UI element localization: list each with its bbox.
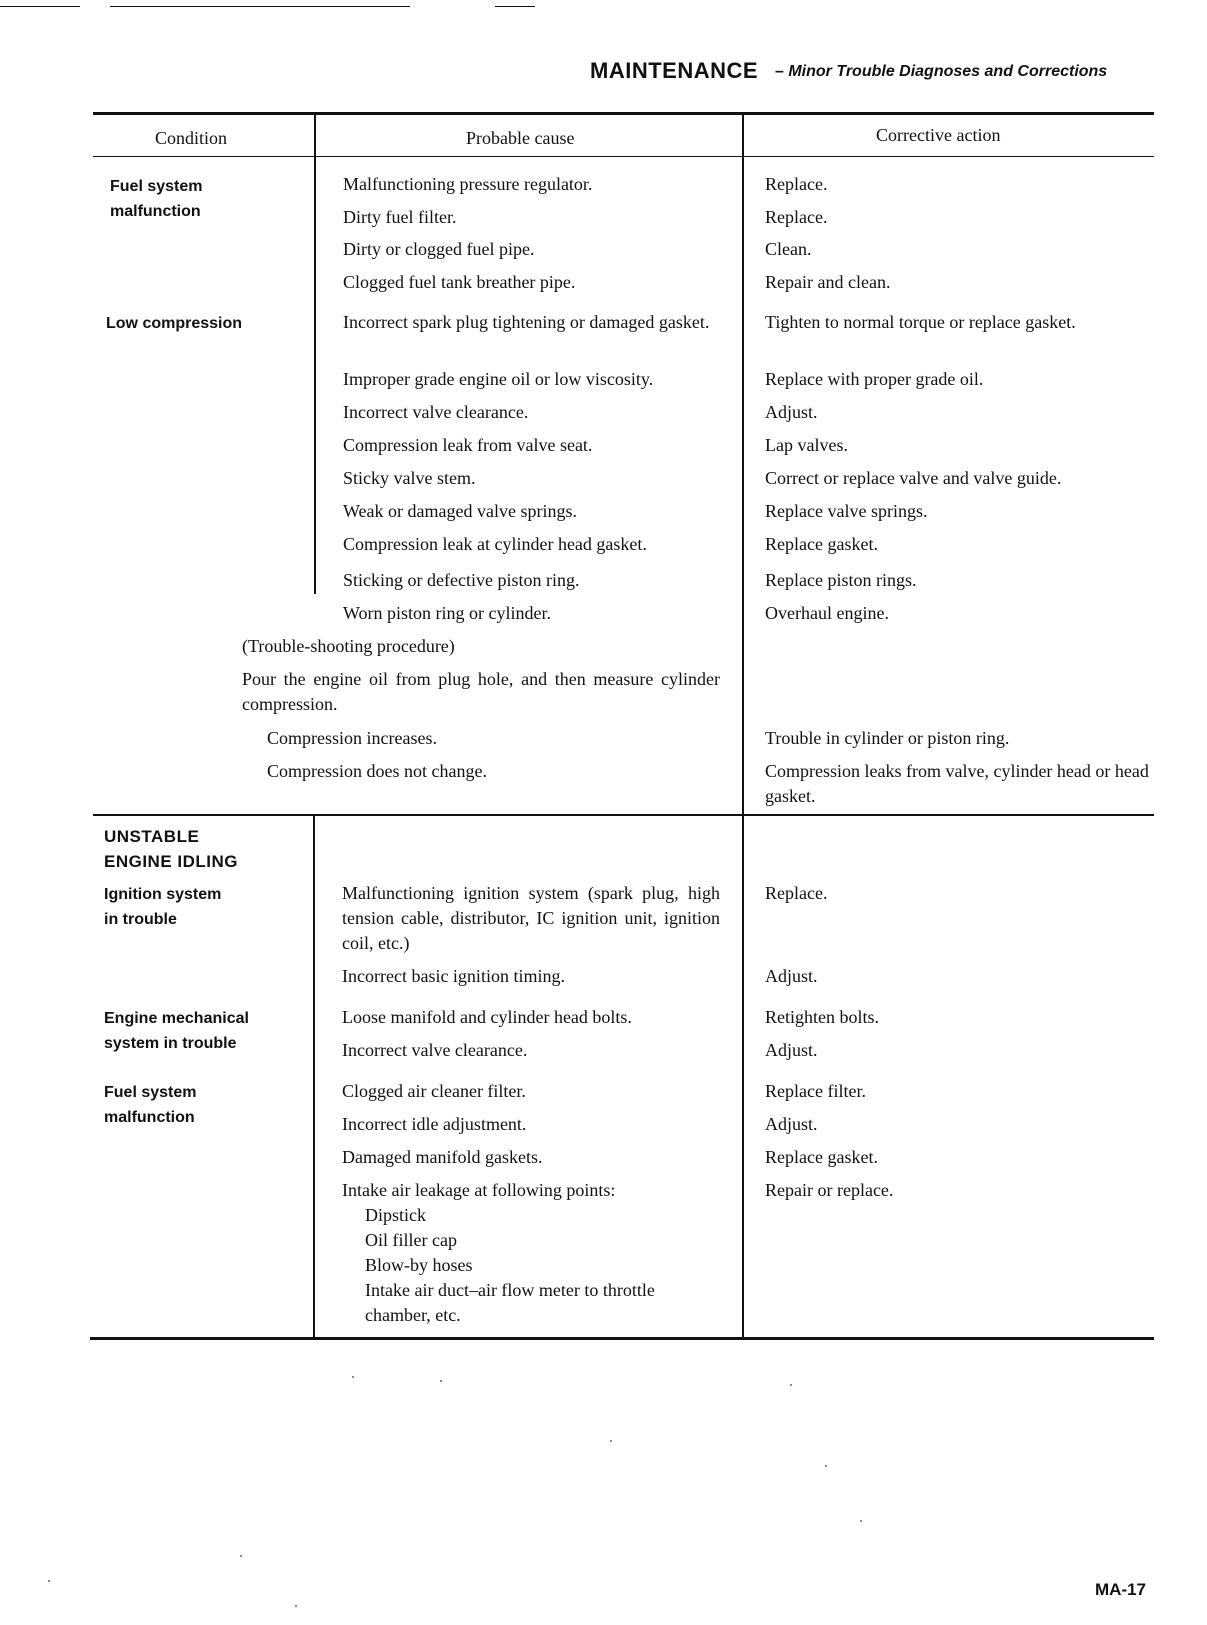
action-row: Tighten to normal torque or replace gasket.	[765, 312, 1076, 332]
cause-row: Clogged fuel tank breather pipe.	[343, 272, 576, 292]
cause-row: Incorrect spark plug tightening or damaged gasket.	[343, 312, 710, 332]
cause-row: Malfunctioning ignition system (spark plug, high tension cable, distributor, IC ignition unit, ignition coil, etc.)	[342, 883, 720, 953]
action-row: Clean.	[765, 239, 812, 259]
action-row: Adjust.	[765, 1040, 818, 1060]
cause-row: Improper grade engine oil or low viscosity.	[343, 369, 654, 389]
condition-engine-mechanical: Engine mechanical system in trouble	[104, 1010, 249, 1052]
section-rule	[93, 814, 1154, 816]
column-header-action: Corrective action	[876, 125, 1001, 145]
scan-speck	[48, 1580, 50, 1582]
action-row: Repair or replace.	[765, 1180, 894, 1200]
cause-row: Intake air leakage at following points:	[342, 1180, 616, 1200]
column-header-cause: Probable cause	[466, 128, 575, 148]
procedure-cause: Compression does not change.	[267, 761, 487, 781]
action-row: Adjust.	[765, 402, 818, 422]
action-row: Correct or replace valve and valve guide.	[765, 468, 1062, 488]
procedure-text: Pour the engine oil from plug hole, and then measure cylinder compression.	[242, 669, 720, 714]
cause-row: Malfunctioning pressure regulator.	[343, 174, 593, 194]
cause-row: Dirty fuel filter.	[343, 207, 457, 227]
cause-row: Dirty or clogged fuel pipe.	[343, 239, 535, 259]
column-header-condition: Condition	[155, 128, 228, 148]
procedure-action: Trouble in cylinder or piston ring.	[765, 728, 1010, 748]
cause-row: Sticky valve stem.	[343, 468, 476, 488]
section-title-unstable-idling: UNSTABLE ENGINE IDLING	[104, 827, 239, 871]
top-edge-line	[495, 6, 535, 7]
scan-speck	[352, 1376, 354, 1378]
scan-speck	[240, 1555, 242, 1557]
page-number: MA-17	[1095, 1580, 1147, 1599]
action-row: Replace gasket.	[765, 1147, 878, 1167]
procedure-title: (Trouble-shooting procedure)	[242, 636, 455, 656]
column-divider-2	[742, 114, 744, 1338]
action-row: Replace valve springs.	[765, 501, 928, 521]
action-row: Adjust.	[765, 966, 818, 986]
leak-point-item: Blow-by hoses	[365, 1255, 473, 1275]
procedure-action: Compression leaks from valve, cylinder head or head gasket.	[765, 761, 1149, 806]
scan-speck	[610, 1440, 612, 1442]
cause-row: Incorrect idle adjustment.	[342, 1114, 527, 1134]
cause-row: Damaged manifold gaskets.	[342, 1147, 543, 1167]
cause-row: Clogged air cleaner filter.	[342, 1081, 526, 1101]
cause-row: Incorrect basic ignition timing.	[342, 966, 565, 986]
action-row: Overhaul engine.	[765, 603, 889, 623]
action-row: Lap valves.	[765, 435, 848, 455]
action-row: Replace.	[765, 207, 828, 227]
action-row: Retighten bolts.	[765, 1007, 879, 1027]
page-subtitle: – Minor Trouble Diagnoses and Corrections	[775, 63, 1108, 80]
cause-row: Loose manifold and cylinder head bolts.	[342, 1007, 632, 1027]
action-row: Replace piston rings.	[765, 570, 917, 590]
scan-speck	[825, 1465, 827, 1467]
top-edge-line	[0, 6, 80, 7]
cause-row: Weak or damaged valve springs.	[343, 501, 577, 521]
cause-row: Incorrect valve clearance.	[342, 1040, 528, 1060]
action-row: Adjust.	[765, 1114, 818, 1134]
leak-point-item: Dipstick	[365, 1205, 426, 1225]
cause-row: Incorrect valve clearance.	[343, 402, 529, 422]
cause-row: Compression leak at cylinder head gasket.	[343, 534, 647, 554]
cause-row: Worn piston ring or cylinder.	[343, 603, 552, 623]
table-bottom-rule	[90, 1337, 1154, 1340]
leak-point-item: Intake air duct–air flow meter to throttle chamber, etc.	[365, 1280, 655, 1325]
table-top-rule	[93, 112, 1154, 115]
top-edge-line	[110, 6, 410, 7]
condition-fuel-system-2: Fuel system malfunction	[104, 1084, 197, 1126]
action-row: Replace gasket.	[765, 534, 878, 554]
leak-point-item: Oil filler cap	[365, 1230, 457, 1250]
scan-speck	[440, 1380, 442, 1382]
column-divider-1a	[314, 114, 316, 594]
scan-speck	[860, 1520, 862, 1522]
condition-fuel-system-1: Fuel system malfunction	[110, 178, 203, 220]
action-row: Replace.	[765, 883, 828, 903]
column-divider-1b	[313, 815, 315, 1338]
action-row: Replace filter.	[765, 1081, 866, 1101]
condition-low-compression: Low compression	[106, 315, 243, 332]
header-rule	[93, 156, 1154, 157]
condition-ignition-system: Ignition system in trouble	[104, 886, 222, 928]
cause-row: Compression leak from valve seat.	[343, 435, 593, 455]
action-row: Replace.	[765, 174, 828, 194]
page-title: MAINTENANCE	[590, 58, 759, 83]
procedure-cause: Compression increases.	[267, 728, 437, 748]
scan-speck	[790, 1384, 792, 1386]
scan-speck	[295, 1605, 297, 1607]
cause-row: Sticking or defective piston ring.	[343, 570, 580, 590]
action-row: Replace with proper grade oil.	[765, 369, 984, 389]
action-row: Repair and clean.	[765, 272, 891, 292]
